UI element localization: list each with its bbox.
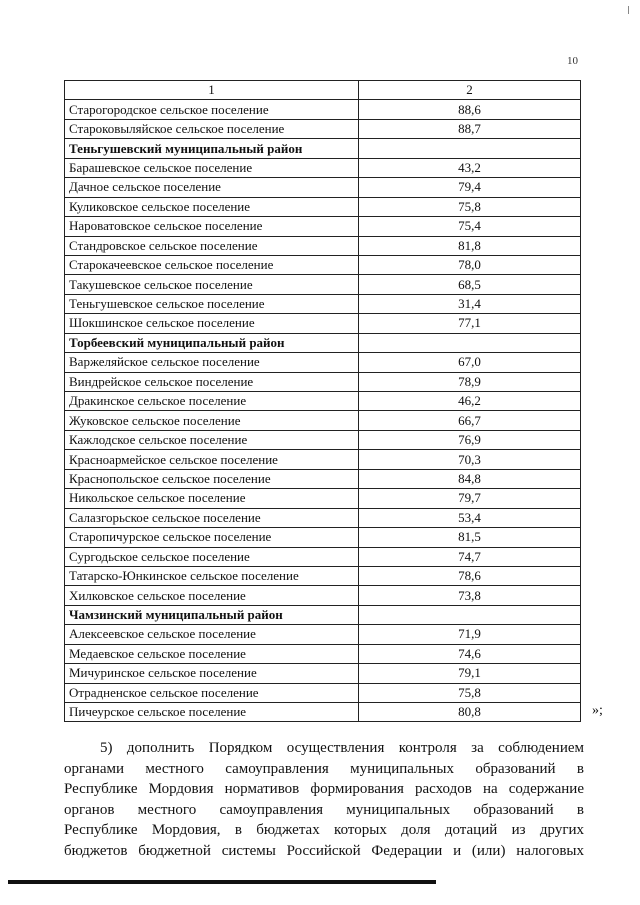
table-row — [65, 508, 581, 527]
settlement-value: 79,1 — [359, 664, 581, 683]
table-row — [65, 703, 581, 722]
settlement-value: 70,3 — [359, 450, 581, 469]
settlement-name: Красноармейское сельское поселение — [65, 450, 359, 469]
settlement-value: 68,5 — [359, 275, 581, 294]
settlement-name: Алексеевское сельское поселение — [65, 625, 359, 644]
margin-mark — [628, 6, 629, 14]
settlement-value: 75,8 — [359, 197, 581, 216]
column-header-1: 1 — [65, 81, 359, 100]
table-row — [65, 547, 581, 566]
table-row — [65, 217, 581, 236]
settlement-value: 75,8 — [359, 683, 581, 702]
settlement-name: Старогородское сельское поселение — [65, 100, 359, 119]
table-row — [65, 197, 581, 216]
settlement-value: 79,7 — [359, 489, 581, 508]
settlement-value — [359, 605, 581, 624]
settlement-value: 75,4 — [359, 217, 581, 236]
settlement-name: Нароватовское сельское поселение — [65, 217, 359, 236]
settlement-value: 78,9 — [359, 372, 581, 391]
settlements-table — [64, 80, 581, 722]
settlement-name: Староковыляйское сельское поселение — [65, 119, 359, 138]
settlement-name: Пичеурское сельское поселение — [65, 703, 359, 722]
paragraph-line: органами местного самоуправления муниципальных образований в — [64, 760, 584, 777]
page-number: 10 — [567, 55, 578, 67]
settlement-value: 88,7 — [359, 119, 581, 138]
table-header-row — [65, 81, 581, 100]
paragraph-line: Республике Мордовия, в бюджетах которых доля дотаций из других — [64, 822, 584, 838]
settlement-name: Никольское сельское поселение — [65, 489, 359, 508]
amendment-paragraph — [64, 738, 584, 861]
table-row — [65, 586, 581, 605]
settlement-name: Виндрейское сельское поселение — [65, 372, 359, 391]
settlement-value: 53,4 — [359, 508, 581, 527]
paragraph-line: органов местного самоуправления муниципальных образований в — [64, 801, 584, 818]
settlement-value: 74,7 — [359, 547, 581, 566]
settlement-value: 88,6 — [359, 100, 581, 119]
settlement-name: Отрадненское сельское поселение — [65, 683, 359, 702]
table-row — [65, 236, 581, 255]
table-row — [65, 566, 581, 585]
settlement-name: Дачное сельское поселение — [65, 178, 359, 197]
table-row — [65, 625, 581, 644]
settlement-name: Салазгорьское сельское поселение — [65, 508, 359, 527]
table-row — [65, 275, 581, 294]
table-row — [65, 450, 581, 469]
settlement-value: 46,2 — [359, 392, 581, 411]
table-row — [65, 683, 581, 702]
settlement-name: Краснопольское сельское поселение — [65, 469, 359, 488]
settlement-value: 77,1 — [359, 314, 581, 333]
settlement-value: 74,6 — [359, 644, 581, 663]
settlement-name: Медаевское сельское поселение — [65, 644, 359, 663]
table-row — [65, 411, 581, 430]
settlement-value: 78,6 — [359, 566, 581, 585]
settlement-value — [359, 139, 581, 158]
settlement-name: Старокачеевское сельское поселение — [65, 255, 359, 274]
settlement-value: 80,8 — [359, 703, 581, 722]
settlement-value: 76,9 — [359, 430, 581, 449]
settlement-name: Такушевское сельское поселение — [65, 275, 359, 294]
settlement-name: Мичуринское сельское поселение — [65, 664, 359, 683]
settlement-name: Сургодьское сельское поселение — [65, 547, 359, 566]
paragraph-line: 5) дополнить Порядком осуществления контроля за соблюдением — [100, 740, 584, 756]
settlement-name: Варжеляйское сельское поселение — [65, 353, 359, 372]
settlement-name: Куликовское сельское поселение — [65, 197, 359, 216]
table-row — [65, 255, 581, 274]
district-name: Чамзинский муниципальный район — [65, 605, 359, 624]
settlement-name: Кажлодское сельское поселение — [65, 430, 359, 449]
paragraph-line: бюджетов бюджетной системы Российской Федерации и (или) налоговых — [64, 842, 584, 859]
table-row — [65, 392, 581, 411]
settlement-name: Барашевское сельское поселение — [65, 158, 359, 177]
settlement-value — [359, 333, 581, 352]
settlement-name: Старопичурское сельское поселение — [65, 528, 359, 547]
settlement-name: Хилковское сельское поселение — [65, 586, 359, 605]
settlement-name: Жуковское сельское поселение — [65, 411, 359, 430]
district-row — [65, 333, 581, 352]
closing-quote: »; — [592, 703, 603, 718]
settlement-value: 73,8 — [359, 586, 581, 605]
table-row — [65, 430, 581, 449]
district-name: Теньгушевский муниципальный район — [65, 139, 359, 158]
settlement-name: Стандровское сельское поселение — [65, 236, 359, 255]
table-row — [65, 664, 581, 683]
settlement-value: 67,0 — [359, 353, 581, 372]
settlement-value: 43,2 — [359, 158, 581, 177]
settlement-value: 71,9 — [359, 625, 581, 644]
table-row — [65, 469, 581, 488]
table-row — [65, 119, 581, 138]
column-header-2: 2 — [359, 81, 581, 100]
table-row — [65, 314, 581, 333]
settlement-name: Татарско-Юнкинское сельское поселение — [65, 566, 359, 585]
table-row — [65, 100, 581, 119]
table-row — [65, 294, 581, 313]
settlement-value: 79,4 — [359, 178, 581, 197]
district-row — [65, 139, 581, 158]
settlement-name: Дракинское сельское поселение — [65, 392, 359, 411]
settlement-name: Шокшинское сельское поселение — [65, 314, 359, 333]
footer-rule — [8, 880, 436, 884]
table-row — [65, 158, 581, 177]
settlement-name: Теньгушевское сельское поселение — [65, 294, 359, 313]
settlement-value: 31,4 — [359, 294, 581, 313]
table-row — [65, 528, 581, 547]
table-row — [65, 372, 581, 391]
table-row — [65, 489, 581, 508]
settlement-value: 81,5 — [359, 528, 581, 547]
district-name: Торбеевский муниципальный район — [65, 333, 359, 352]
settlement-value: 81,8 — [359, 236, 581, 255]
table-row — [65, 178, 581, 197]
settlement-value: 78,0 — [359, 255, 581, 274]
settlement-value: 66,7 — [359, 411, 581, 430]
table-row — [65, 353, 581, 372]
paragraph-line: Республике Мордовия нормативов формирования расходов на содержание — [64, 781, 584, 797]
settlement-value: 84,8 — [359, 469, 581, 488]
table-row — [65, 644, 581, 663]
district-row — [65, 605, 581, 624]
